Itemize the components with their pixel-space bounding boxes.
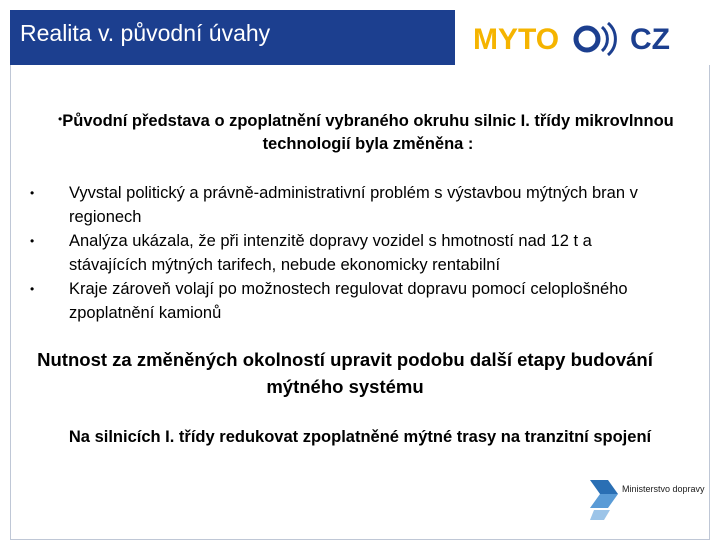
ministry-label: Ministerstvo dopravy — [622, 484, 705, 494]
bullet-dot: • — [30, 282, 35, 296]
logo-text-myto: MYTO — [473, 23, 560, 56]
conclusion-text: Nutnost za změněných okolností upravit podobu další etapy budování mýtného systému — [37, 349, 653, 397]
intro-bullet: • — [58, 112, 63, 126]
list-item — [30, 229, 670, 277]
slide-title: Realita v. původní úvahy — [20, 20, 271, 46]
bullet-list — [30, 181, 670, 325]
intro-text: Původní představa o zpoplatnění vybraného okruhu silnic I. třídy mikrovlnnou technologií byla změněna : — [62, 112, 674, 153]
myto-logo — [455, 10, 710, 65]
list-item — [30, 181, 670, 229]
bullet-dot: • — [30, 234, 35, 248]
list-item-text: Vyvstal politický a právně-administrativní problém s výstavbou mýtných bran v regionech — [69, 184, 638, 226]
logo-text-cz: CZ — [630, 23, 670, 56]
myto-logo-graphic — [455, 10, 710, 65]
list-item-text: Kraje zároveň volají po možnostech regulovat dopravu pomocí celoplošného zpoplatnění kamionů — [69, 280, 628, 322]
list-item — [30, 277, 670, 325]
bullet-dot: • — [30, 186, 35, 200]
slide-header — [10, 10, 710, 65]
ministry-logo — [588, 476, 708, 522]
list-item-text: Analýza ukázala, že při intenzitě dopravy vozidel s hmotností nad 12 t a stávajících mýtných tarifech, nebude ekonomicky rentabilní — [69, 232, 592, 274]
footer-statement: Na silnicích I. třídy redukovat zpoplatněné mýtné trasy na tranzitní spojení — [68, 428, 652, 446]
ministry-emblem-icon — [588, 476, 622, 522]
